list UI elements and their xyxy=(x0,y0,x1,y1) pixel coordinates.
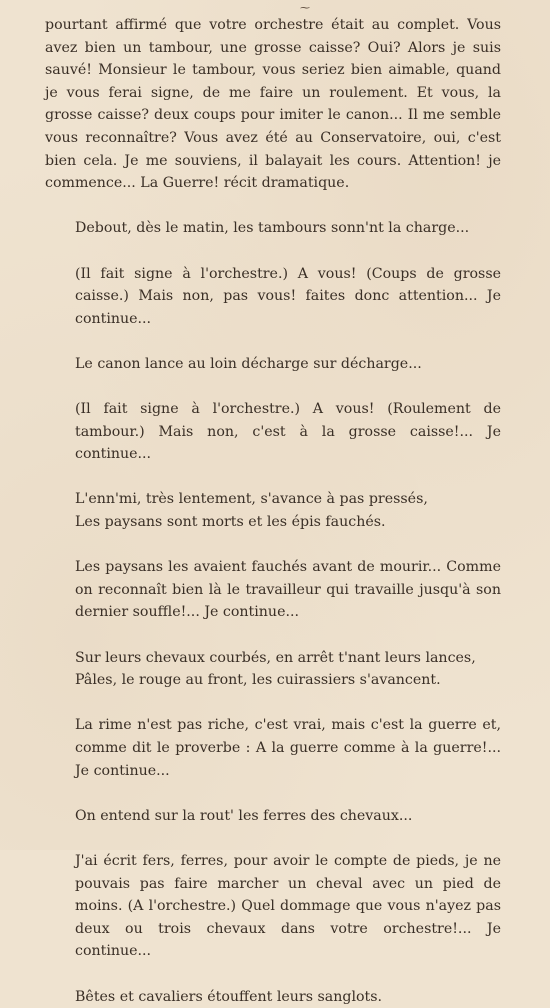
paragraph: La rime n'est pas riche, c'est vrai, mais c'est la guerre et, comme dit le proverbe : A la guerre comme à la guerre!... Je continue... xyxy=(75,717,501,779)
verse-line: Les paysans sont morts et les épis fauchés. xyxy=(75,514,386,531)
verse-line: Le canon lance au loin décharge sur décharge... xyxy=(75,355,422,372)
verse-line: L'enn'mi, très lentement, s'avance à pas pressés, xyxy=(75,491,428,508)
stage-direction-paragraph: (Il fait signe à l'orchestre.) A vous! (Coups de grosse caisse.) Mais non, pas vous! faites donc attention... Je continue... xyxy=(75,265,501,327)
verse-line: Debout, dès le matin, les tambours sonn'nt la charge... xyxy=(75,220,470,237)
verse-line: On entend sur la rout' les ferres des chevaux... xyxy=(75,807,413,824)
paragraph: J'ai écrit fers, ferres, pour avoir le compte de pieds, je ne pouvais pas faire marcher un cheval avec un pied de moins. (A l'orchestre.) Quel dommage que vous n'ayez pas deux ou trois chevaux dans votre orchestre!... Je continue... xyxy=(75,852,501,960)
paragraph: pourtant affirmé que votre orchestre était au complet. Vous avez bien un tambour, une grosse caisse? Oui? Alors je suis sauvé! Monsieur le tambour, vous seriez bien aimable, quand je vous ferai signe, de me faire un roulement. Et vous, la grosse caisse? deux coups pour imiter le canon... Il me semble vous reconnaître? Vous avez été au Conservatoire, oui, c'est bien cela. Je me souviens, il balayait les cours. Attention! je commence... La Guerre! récit dramatique. xyxy=(45,17,501,192)
stage-direction-paragraph: (Il fait signe à l'orchestre.) A vous! (Roulement de tambour.) Mais non, c'est à la grosse caisse!... Je continue... xyxy=(75,401,501,463)
verse-line: Pâles, le rouge au front, les cuirassiers s'avancent. xyxy=(75,672,441,689)
page-text xyxy=(45,14,501,1008)
paragraph: Les paysans les avaient fauchés avant de mourir... Comme on reconnaît bien là le travailleur qui travaille jusqu'à son dernier souffle!... Je continue... xyxy=(75,559,501,621)
verse-line: Bêtes et cavaliers étouffent leurs sanglots. xyxy=(75,988,383,1005)
verse-line: Sur leurs chevaux courbés, en arrêt t'nant leurs lances, xyxy=(75,649,476,666)
header-ornament: ⁓ xyxy=(300,3,310,14)
